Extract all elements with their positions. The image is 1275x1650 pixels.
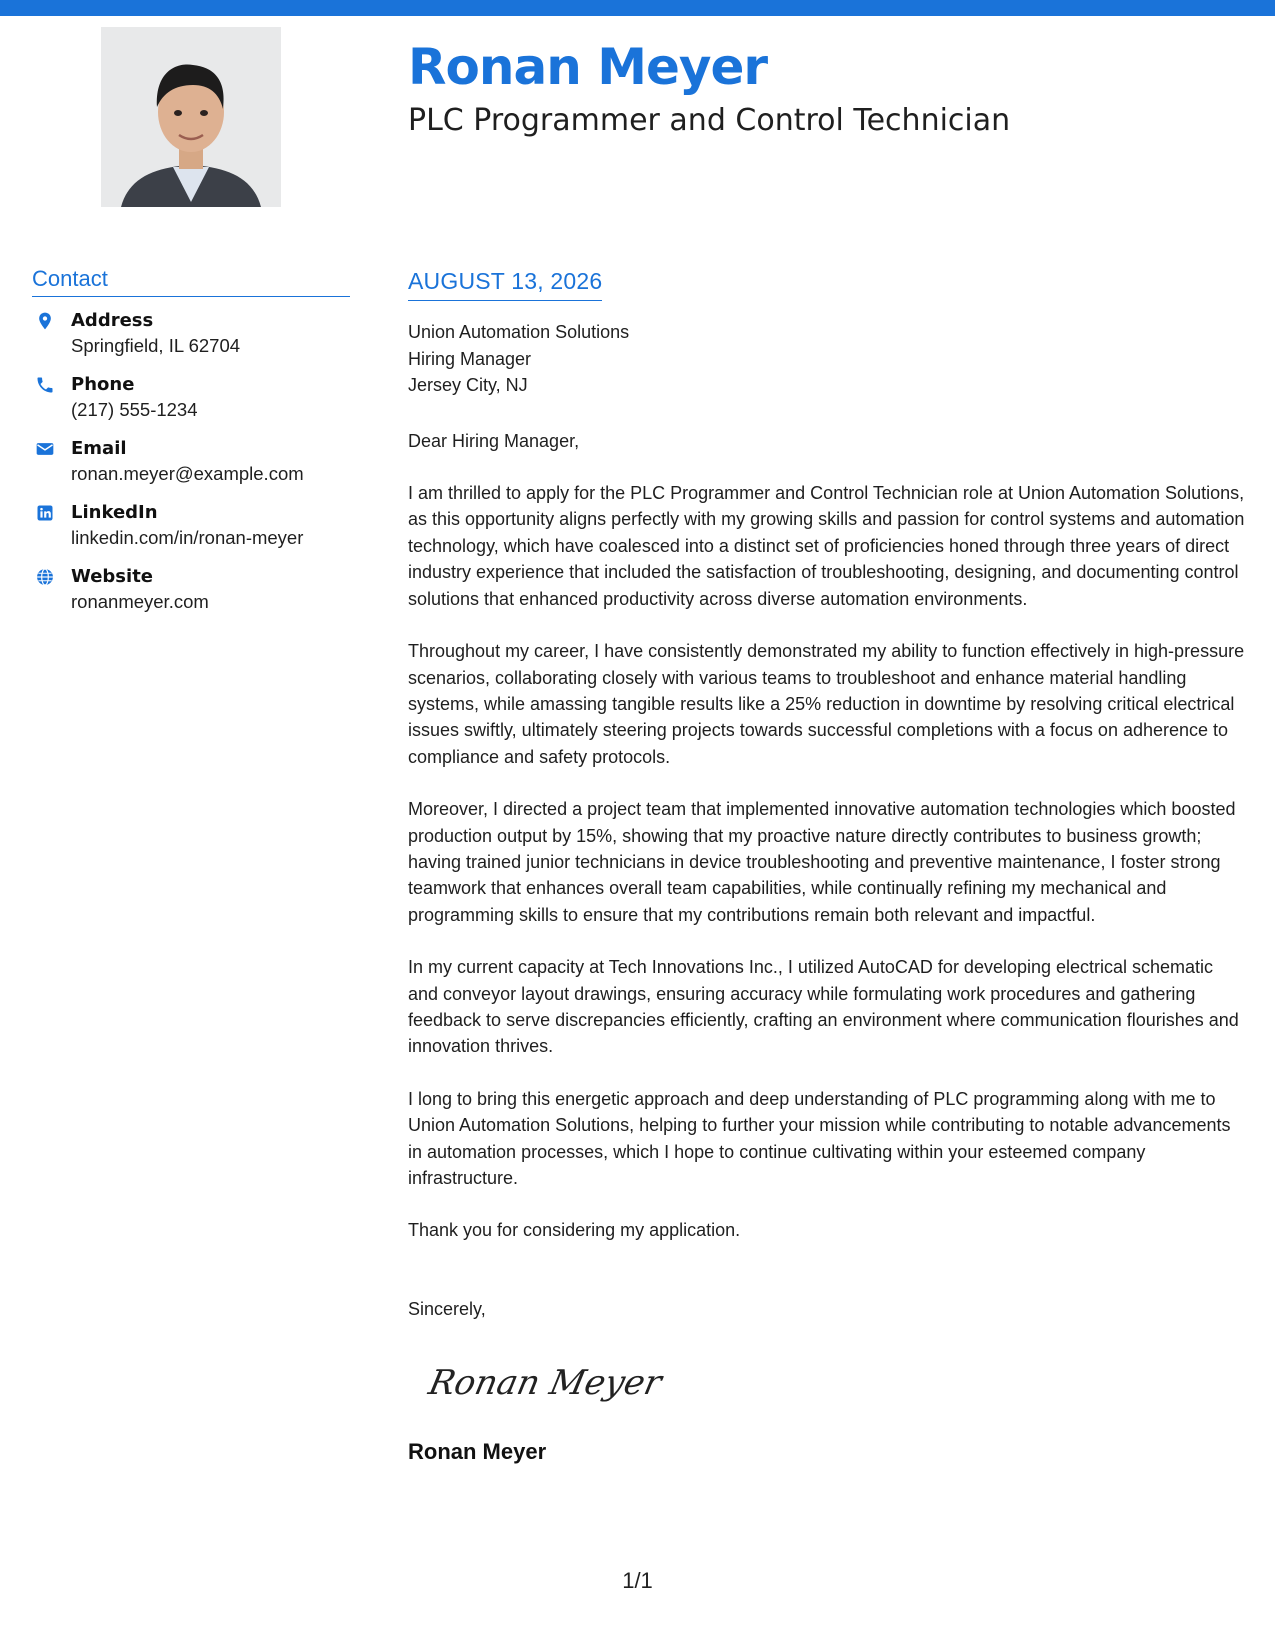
recipient-block: [408, 319, 1248, 398]
contact-website: [32, 565, 350, 614]
contact-address: [32, 309, 350, 358]
paragraph: Thank you for considering my application.: [408, 1220, 741, 1241]
contact-label: Email: [71, 438, 127, 459]
letter-date: AUGUST 13, 2026: [408, 268, 602, 301]
signer-name: Ronan Meyer: [408, 1439, 547, 1465]
contact-value[interactable]: ronan.meyer@example.com: [71, 463, 304, 484]
letter-body: [408, 268, 1248, 1465]
contact-sidebar: [32, 266, 350, 629]
contact-value[interactable]: ronanmeyer.com: [71, 591, 209, 612]
signature-image: [425, 1352, 666, 1412]
contact-label: Address: [71, 310, 154, 331]
phone-icon: [35, 375, 55, 395]
avatar: [101, 27, 281, 207]
salutation: Dear Hiring Manager,: [408, 430, 580, 451]
contact-heading: Contact: [32, 266, 350, 297]
recipient-location: Jersey City, NJ: [408, 375, 528, 396]
envelope-icon: [35, 439, 55, 459]
linkedin-icon: [35, 503, 55, 523]
contact-label: LinkedIn: [71, 502, 158, 523]
contact-label: Phone: [71, 374, 135, 395]
contact-label: Website: [71, 566, 154, 587]
globe-icon: [35, 567, 55, 587]
portrait-photo: [101, 27, 281, 207]
contact-value[interactable]: linkedin.com/in/ronan-meyer: [71, 527, 304, 548]
contact-phone: [32, 373, 350, 422]
paragraph: I long to bring this energetic approach and deep understanding of PLC programming along with me to Union Automation Solutions, helping to further your mission while contributing to notable advancements in automation processes, which I hope to continue cultivating within your esteemed company infrastructure.: [408, 1088, 1231, 1188]
location-pin-icon: [35, 311, 55, 331]
recipient-title: Hiring Manager: [408, 348, 532, 369]
contact-value: Springfield, IL 62704: [71, 335, 241, 356]
page-number: 1/1: [622, 1568, 653, 1593]
closing: Sincerely,: [408, 1298, 486, 1319]
paragraph: In my current capacity at Tech Innovations Inc., I utilized AutoCAD for developing electrical schematic and conveyor layout drawings, ensuring accuracy while formulating work procedures and gathering feedback to serve discrepancies efficiently, crafting an environment where communication flourishes and innovation thrives.: [408, 957, 1239, 1057]
paragraph: Moreover, I directed a project team that implemented innovative automation technologies which boosted production output by 15%, showing that my proactive nature directly contributes to business growth; having trained junior technicians in device troubleshooting and preventive maintenance, I foster strong teamwork that enhances overall team capabilities, while continually refining my mechanical and programming skills to ensure that my contributions remain both relevant and impactful.: [408, 799, 1236, 925]
contact-linkedin: [32, 501, 350, 550]
contact-value: (217) 555-1234: [71, 399, 198, 420]
top-accent-bar: [0, 0, 1275, 16]
recipient-company: Union Automation Solutions: [408, 322, 630, 343]
paragraph: I am thrilled to apply for the PLC Programmer and Control Technician role at Union Automation Solutions, as this opportunity aligns perfectly with my growing skills and passion for control systems and automation technology, which have coalesced into a distinct set of proficiencies honed through three years of direct industry experience that included the satisfaction of troubleshooting, designing, and documenting control solutions that enhanced productivity across diverse automation environments.: [408, 483, 1245, 609]
paragraph: Throughout my career, I have consistently demonstrated my ability to function effectively in high-pressure scenarios, collaborating closely with various teams to troubleshoot and enhance material handling systems, while amassing tangible results like a 25% reduction in downtime by resolving critical electrical issues swiftly, ultimately steering projects towards successful completions with a focus on adherence to compliance and safety protocols.: [408, 641, 1245, 767]
applicant-role: PLC Programmer and Control Technician: [408, 103, 1011, 138]
contact-email: [32, 437, 350, 486]
signature-text: Ronan Meyer: [425, 1363, 666, 1404]
applicant-name: Ronan Meyer: [408, 38, 768, 96]
